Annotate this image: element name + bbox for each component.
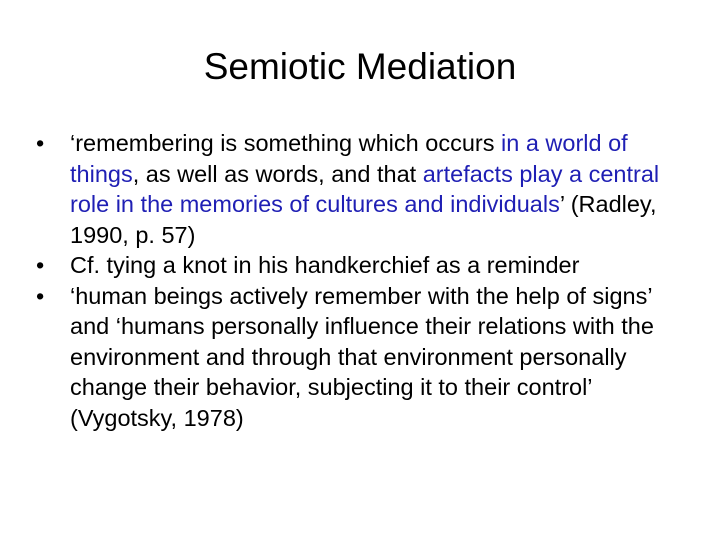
quote-text-start: ‘remembering is something which occurs	[70, 130, 501, 156]
bullet-item-knot	[36, 250, 686, 281]
bullet-text: Cf. tying a knot in his handkerchief as a reminder	[70, 252, 580, 278]
bullet-item-radley-quote	[36, 128, 686, 250]
quote-text-middle: , as well as words, and that	[132, 160, 423, 187]
bullet-marker: •	[36, 130, 45, 156]
bullet-marker: •	[36, 282, 45, 309]
bullet-item-vygotsky-quote	[36, 281, 686, 434]
highlighted-phrase-world-of-things: in a world of things	[70, 130, 628, 187]
bullet-marker: •	[36, 252, 45, 278]
quote-citation: ’ (Radley, 1990, p. 57)	[70, 191, 657, 248]
bullet-text: ‘human beings actively remember with the help of signs’ and ‘humans personally influence their relations with the environment and through that environment personally change their behavior, subjecting it to their control’ (Vygotsky, 1978)	[70, 282, 654, 431]
highlighted-phrase-artefacts: artefacts play a central role in the memories of cultures and individuals	[70, 160, 660, 217]
slide-title: Semiotic Mediation	[203, 46, 517, 87]
bullet-list	[36, 128, 686, 433]
